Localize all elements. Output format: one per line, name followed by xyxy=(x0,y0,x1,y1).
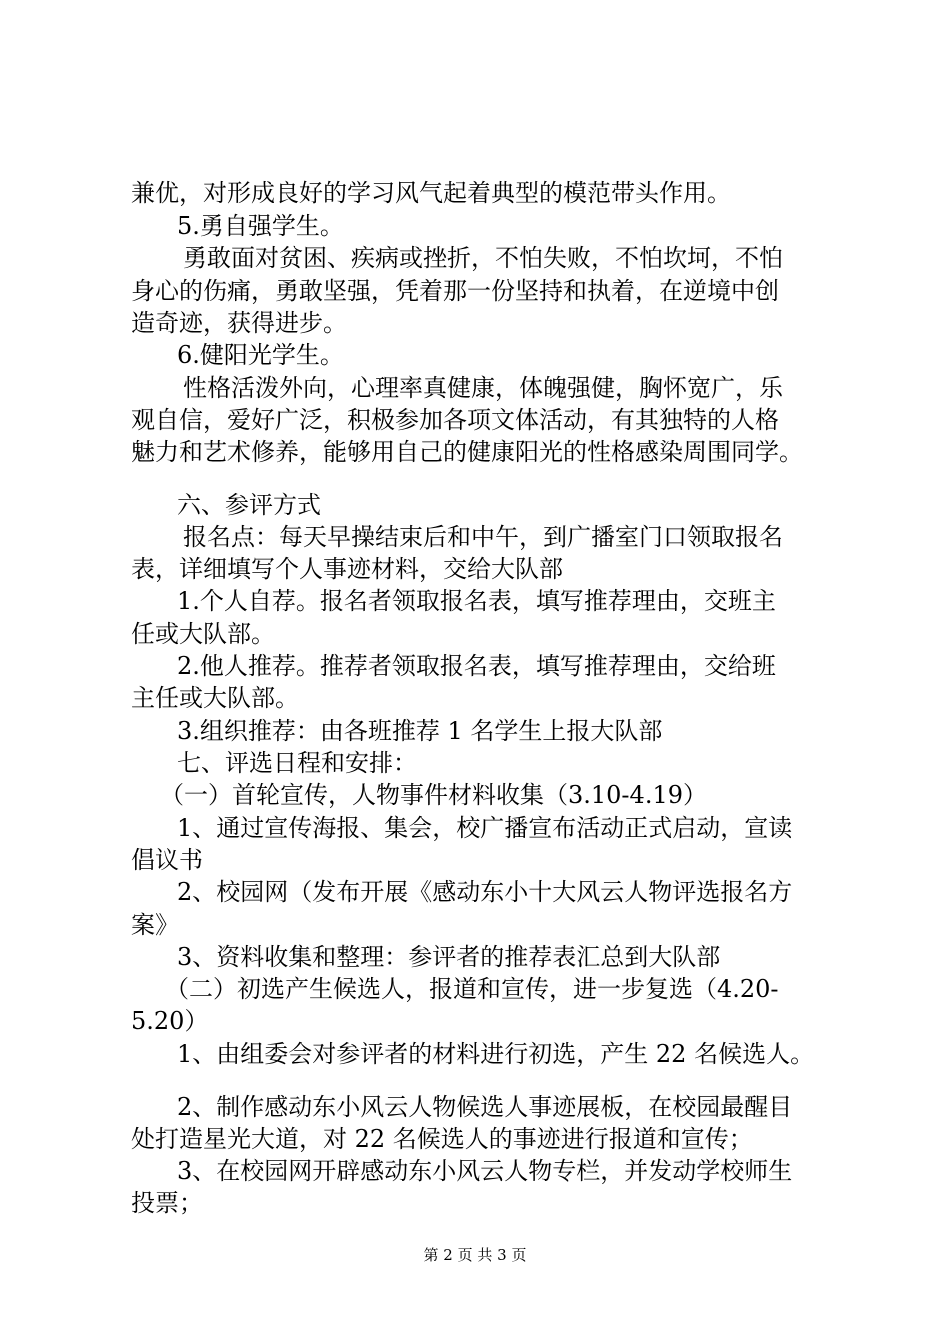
text-line-9: 魅力和艺术修养，能够用自己的健康阳光的性格感染周围同学。 xyxy=(131,438,803,466)
text-line-5: 造奇迹，获得进步。 xyxy=(131,309,347,337)
text-line-20: 1、通过宣传海报、集会，校广播宣布活动正式启动，宣读 xyxy=(177,814,793,842)
text-line-30: 3、在校园网开辟感动东小风云人物专栏，并发动学校师生 xyxy=(177,1157,793,1185)
text-line-17: 3.组织推荐：由各班推荐 1 名学生上报大队部 xyxy=(177,717,663,745)
text-line-3: 勇敢面对贫困、疾病或挫折，不怕失败，不怕坎坷，不怕 xyxy=(183,244,783,272)
section-heading-7: 七、评选日程和安排： xyxy=(177,749,417,777)
text-line-21: 倡议书 xyxy=(131,846,203,874)
section-heading-6: 六、参评方式 xyxy=(177,491,321,519)
text-line-4: 身心的伤痛，勇敢坚强，凭着那一份坚持和执着，在逆境中创 xyxy=(131,277,779,305)
text-line-13: 1.个人自荐。报名者领取报名表，填写推荐理由，交班主 xyxy=(177,587,776,615)
text-line-27: 1、由组委会对参评者的材料进行初选，产生 22 名候选人。 xyxy=(177,1040,815,1068)
text-line-28: 2、制作感动东小风云人物候选人事迹展板，在校园最醒目 xyxy=(177,1093,793,1121)
text-line-22: 2、校园网（发布开展《感动东小十大风云人物评选报名方 xyxy=(177,878,793,906)
text-line-15: 2.他人推荐。推荐者领取报名表，填写推荐理由，交给班 xyxy=(177,652,776,680)
text-line-31: 投票； xyxy=(131,1189,203,1217)
text-line-12: 表，详细填写个人事迹材料，交给大队部 xyxy=(131,555,563,583)
text-line-19: （一）首轮宣传，人物事件材料收集（3.10-4.19） xyxy=(160,781,707,809)
text-line-7: 性格活泼外向，心理率真健康，体魄强健，胸怀宽广，乐 xyxy=(183,374,783,402)
text-line-29: 处打造星光大道，对 22 名候选人的事迹进行报道和宣传； xyxy=(131,1125,753,1153)
text-line-14: 任或大队部。 xyxy=(131,620,275,648)
text-line-24: 3、资料收集和整理：参评者的推荐表汇总到大队部 xyxy=(177,943,721,971)
text-line-1: 兼优，对形成良好的学习风气起着典型的模范带头作用。 xyxy=(131,179,731,207)
text-line-6: 6.健阳光学生。 xyxy=(177,341,344,369)
text-line-11: 报名点：每天早操结束后和中午，到广播室门口领取报名 xyxy=(183,523,783,551)
text-line-23: 案》 xyxy=(131,911,179,939)
text-line-16: 主任或大队部。 xyxy=(131,684,299,712)
text-line-8: 观自信，爱好广泛，积极参加各项文体活动，有其独特的人格 xyxy=(131,406,779,434)
text-line-25: （二）初选产生候选人，报道和宣传，进一步复选（4.20- xyxy=(165,975,779,1003)
page-number-footer: 第 2 页 共 3 页 xyxy=(423,1246,527,1264)
text-line-26: 5.20） xyxy=(131,1007,209,1035)
text-line-2: 5.勇自强学生。 xyxy=(177,212,344,240)
